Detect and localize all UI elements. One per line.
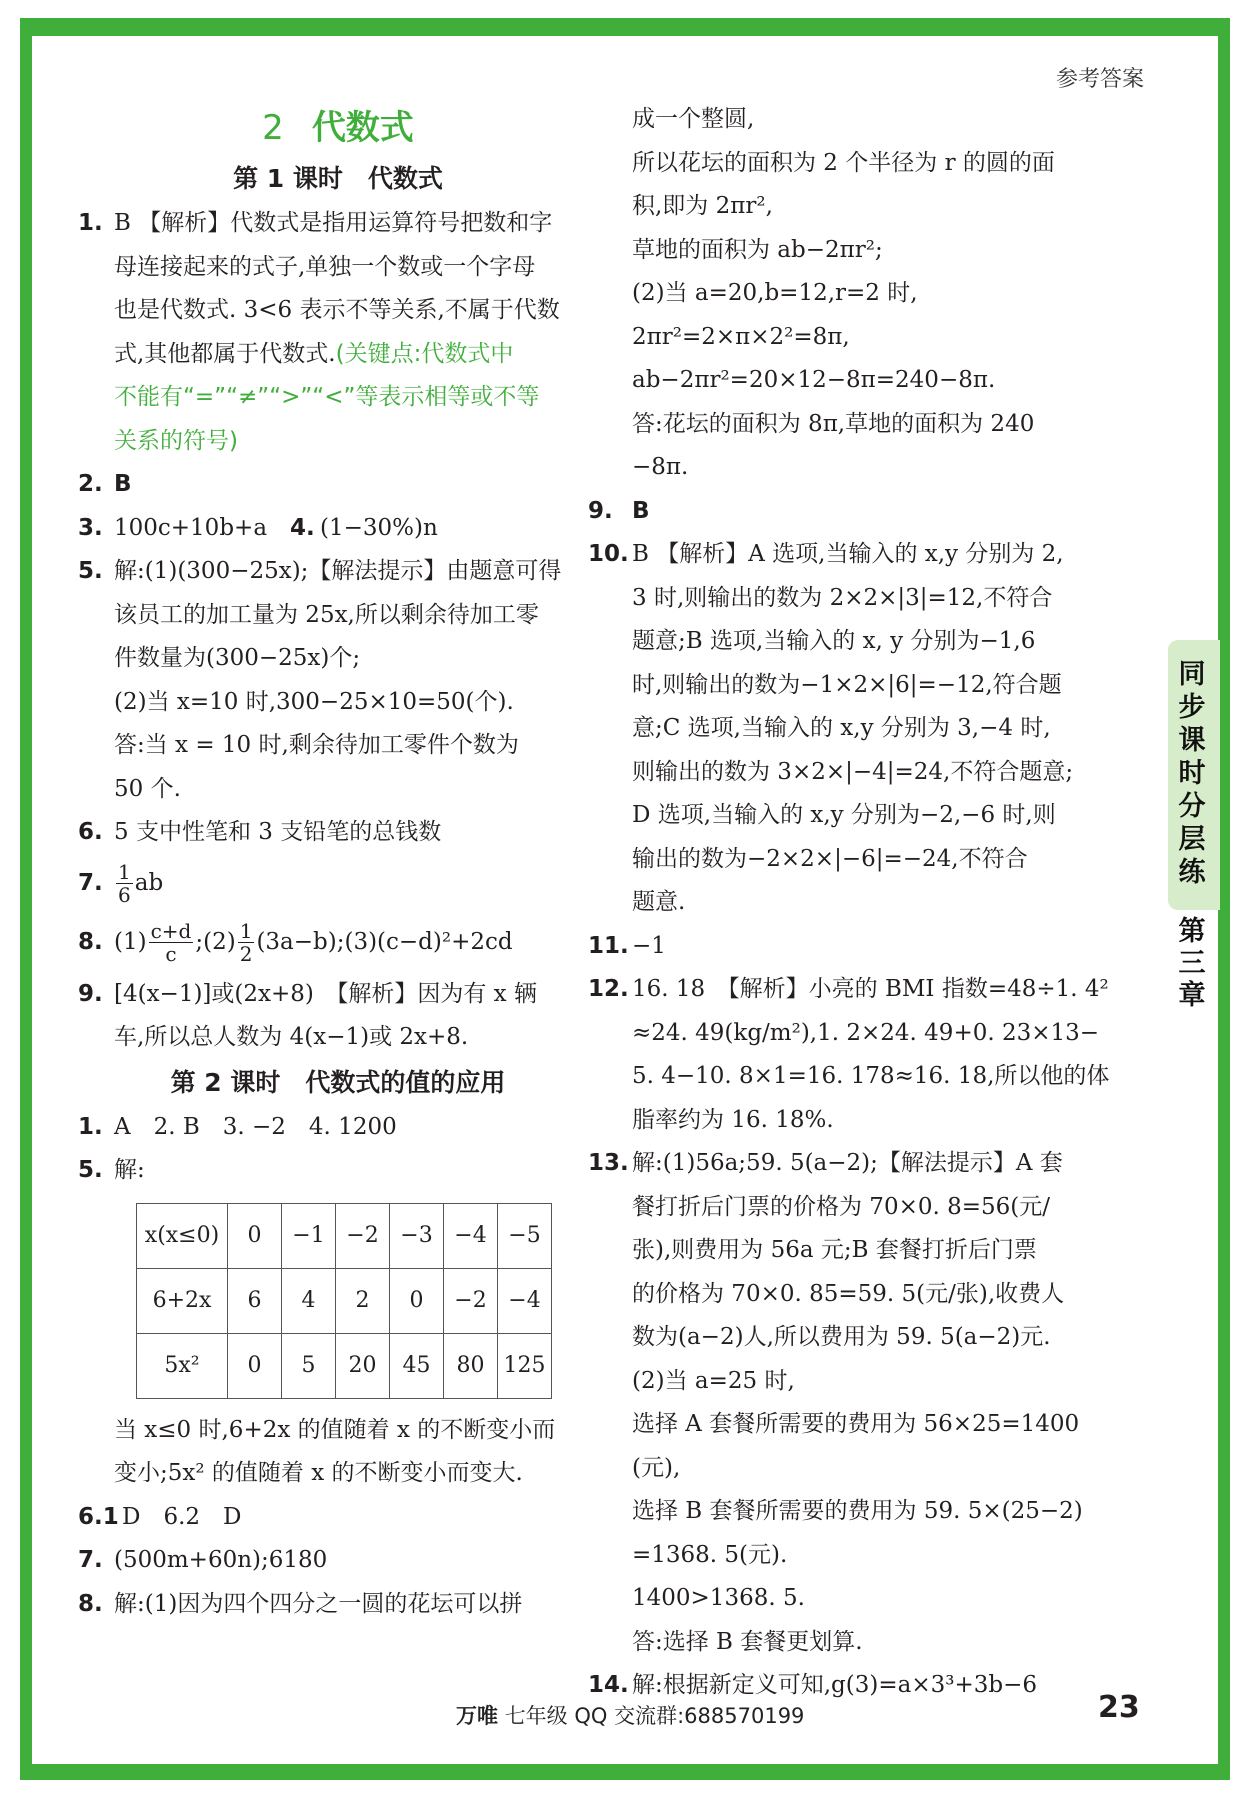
table-cell: −4 — [498, 1268, 552, 1333]
answer-5-line: 件数量为(300−25x)个; — [114, 645, 361, 671]
answer-8-cont: (2)当 a=20,b=12,r=2 时, — [632, 280, 918, 306]
side-tab-label: 同 步 课 时 分 层 练 — [1178, 659, 1206, 888]
answer-10-line: 题意. — [632, 889, 686, 915]
answer-13-line: =1368. 5(元). — [632, 1541, 788, 1568]
table-cell: 5 — [282, 1333, 336, 1398]
lesson2-answer-5-line: 变小;5x² 的值随着 x 的不断变小而变大. — [114, 1460, 523, 1486]
table-cell: 20 — [336, 1333, 390, 1398]
fraction: $\frac{c+d}{c}$ — [150, 919, 192, 966]
answer-13-line: 张),则费用为 56a 元;B 套餐打折后门票 — [632, 1237, 1037, 1263]
table-cell: 0 — [228, 1333, 282, 1398]
lesson1-title: 第 1 课时 代数式 — [233, 164, 443, 193]
answer-12-line: 脂率约为 16. 18%. — [632, 1106, 834, 1133]
answer-5: 5. 解:(1)(300−25x);【解法提示】由题意可得 — [78, 558, 562, 584]
answer-7: 7. $\frac{1}{6}$ ab — [78, 860, 164, 907]
lesson2-answer-5-line: 当 x≤0 时,6+2x 的值随着 x 的不断变小而 — [114, 1416, 556, 1443]
answer-8-cont: 2πr²=2×π×2²=8π, — [632, 323, 850, 350]
table-cell: −2 — [444, 1268, 498, 1333]
answer-6: 6. 5 支中性笔和 3 支铅笔的总钱数 — [78, 819, 442, 845]
key-point-note: (关键点:代数式中 — [335, 340, 514, 367]
lesson2-answer-6: 6.1 D 6.2 D — [78, 1503, 242, 1530]
section-title: 代数式 — [311, 108, 414, 148]
answer-12-line: 5. 4−10. 8×1=16. 178≈16. 18,所以他的体 — [632, 1063, 1110, 1089]
answer-9-right: 9. B — [588, 497, 650, 524]
answer-5-line: (2)当 x=10 时,300−25×10=50(个). — [114, 688, 514, 715]
answer-1-line: 也是代数式. 3<6 表示不等关系,不属于代数 — [114, 297, 560, 323]
answer-8-cont: −8π. — [632, 454, 689, 480]
table-cell: 2 — [336, 1268, 390, 1333]
answer-13-line: 餐打折后门票的价格为 70×0. 8=56(元/ — [632, 1193, 1050, 1220]
answer-8-cont: 所以花坛的面积为 2 个半径为 r 的圆的面 — [632, 149, 1055, 176]
answer-10: 10. B 【解析】A 选项,当输入的 x,y 分别为 2, — [588, 541, 1064, 567]
answer-10-line: 输出的数为−2×2×|−6|=−24,不符合 — [632, 845, 1028, 872]
lesson2-title: 第 2 课时 代数式的值的应用 — [170, 1067, 506, 1097]
lesson2-answer-7: 7. (500m+60n);6180 — [78, 1547, 328, 1573]
section-heading — [78, 100, 598, 156]
answer-3-4: 3. 100c+10b+a 4. (1−30%)n — [78, 514, 438, 541]
answer-10-line: 则输出的数为 3×2×|−4|=24,不符合题意; — [632, 758, 1074, 785]
answer-9-line: 车,所以总人数为 4(x−1)或 2x+8. — [114, 1024, 469, 1050]
brand-logo: 万唯 — [456, 1704, 498, 1728]
answer-12: 12. 16. 18 【解析】小亮的 BMI 指数=48÷1. 4² — [588, 976, 1109, 1002]
table-cell: 6 — [228, 1268, 282, 1333]
table-cell: −2 — [336, 1203, 390, 1268]
answer-8-cont: ab−2πr²=20×12−8π=240−8π. — [632, 367, 996, 393]
table-cell: 45 — [390, 1333, 444, 1398]
table-cell: 80 — [444, 1333, 498, 1398]
answer-10-line: 时,则输出的数为−1×2×|6|=−12,符合题 — [632, 671, 1062, 698]
chapter-label: 第 三 章 — [1178, 916, 1206, 1011]
table-cell: −5 — [498, 1203, 552, 1268]
answer-1-line: 母连接起来的式子,单独一个数或一个字母 — [114, 253, 536, 280]
section-number: 2 — [262, 108, 284, 148]
footer-text: 七年级 QQ 交流群:688570199 — [504, 1704, 805, 1728]
answer-13-line: 的价格为 70×0. 85=59. 5(元/张),收费人 — [632, 1280, 1065, 1307]
lesson2-answer-8: 8. 解:(1)因为四个四分之一圆的花坛可以拼 — [78, 1590, 523, 1617]
table-cell: −4 — [444, 1203, 498, 1268]
right-column — [588, 98, 1152, 1708]
table-cell: 0 — [228, 1203, 282, 1268]
answer-8: 8. (1) $\frac{c+d}{c}$ ;(2) $\frac{1}{2}$ (3a−b);(3)(c−d)²+2cd — [78, 919, 513, 966]
table-cell: 6+2x — [137, 1268, 228, 1333]
answer-9: 9. [4(x−1)]或(2x+8) 【解析】因为有 x 辆 — [78, 980, 537, 1007]
lesson2-answer-5: 5. 解: — [78, 1157, 145, 1183]
header-label: 参考答案 — [1056, 67, 1145, 92]
answer-10-line: 意;C 选项,当输入的 x,y 分别为 3,−4 时, — [632, 715, 1051, 741]
answer-8-cont: 积,即为 2πr², — [632, 193, 773, 219]
answer-1: 1. B 【解析】代数式是指用运算符号把数和字 — [78, 210, 553, 236]
answer-13-line: 选择 A 套餐所需要的费用为 56×25=1400 — [632, 1411, 1080, 1437]
answer-8-cont: 草地的面积为 ab−2πr²; — [632, 236, 883, 263]
table-cell: 0 — [390, 1268, 444, 1333]
answer-8-cont: 答:花坛的面积为 8π,草地的面积为 240 — [632, 410, 1035, 437]
table-cell: −3 — [390, 1203, 444, 1268]
answer-5-line: 50 个. — [114, 775, 181, 802]
fraction: $\frac{1}{6}$ — [118, 860, 131, 907]
table-row — [137, 1268, 552, 1333]
page-frame-bottom — [20, 1764, 1230, 1780]
table-cell: 4 — [282, 1268, 336, 1333]
table-cell: 125 — [498, 1333, 552, 1398]
fraction: $\frac{1}{2}$ — [239, 919, 253, 966]
answer-10-line: 题意;B 选项,当输入的 x, y 分别为−1,6 — [632, 628, 1036, 654]
left-column — [78, 100, 598, 1626]
value-table — [136, 1203, 552, 1399]
page-number: 23 — [1098, 1690, 1140, 1725]
answer-2: 2. B — [78, 471, 132, 497]
table-cell: −1 — [282, 1203, 336, 1268]
table-row — [137, 1203, 552, 1268]
page-frame-top — [20, 18, 1230, 36]
answer-10-line: 3 时,则输出的数为 2×2×|3|=12,不符合 — [632, 584, 1053, 611]
answer-13-line: 选择 B 套餐所需要的费用为 59. 5×(25−2) — [632, 1498, 1083, 1524]
page-frame-left — [20, 18, 32, 1780]
table-row — [137, 1333, 552, 1398]
footer — [456, 1700, 804, 1730]
lesson2-answers-1-4: 1. A 2. B 3. −2 4. 1200 — [78, 1113, 397, 1140]
answer-13-line: (元), — [632, 1454, 681, 1481]
answer-10-line: D 选项,当输入的 x,y 分别为−2,−6 时,则 — [632, 802, 1056, 828]
answer-13-line: 1400>1368. 5. — [632, 1585, 805, 1611]
answer-13-line: 数为(a−2)人,所以费用为 59. 5(a−2)元. — [632, 1324, 1051, 1350]
answer-5-line: 该员工的加工量为 25x,所以剩余待加工零 — [114, 601, 539, 628]
answer-11: 11. −1 — [588, 932, 666, 959]
answer-1-line: 式,其他都属于代数式.(关键点:代数式中 — [114, 340, 514, 367]
answer-13-line: (2)当 a=25 时, — [632, 1367, 795, 1394]
key-point-note: 关系的符号) — [114, 427, 238, 454]
answer-12-line: ≈24. 49(kg/m²),1. 2×24. 49+0. 23×13− — [632, 1019, 1100, 1046]
answer-8-cont: 成一个整圆, — [632, 106, 755, 132]
table-cell: 5x² — [137, 1333, 228, 1398]
answer-14: 14. 解:根据新定义可知,g(3)=a×3³+3b−6 — [588, 1672, 1038, 1698]
table-cell: x(x≤0) — [137, 1203, 228, 1268]
answer-13-line: 答:选择 B 套餐更划算. — [632, 1628, 863, 1655]
answer-5-line: 答:当 x = 10 时,剩余待加工零件个数为 — [114, 732, 519, 758]
answer-13: 13. 解:(1)56a;59. 5(a−2);【解法提示】A 套 — [588, 1150, 1063, 1176]
key-point-note: 不能有“=”“≠”“>”“<”等表示相等或不等 — [114, 384, 540, 410]
